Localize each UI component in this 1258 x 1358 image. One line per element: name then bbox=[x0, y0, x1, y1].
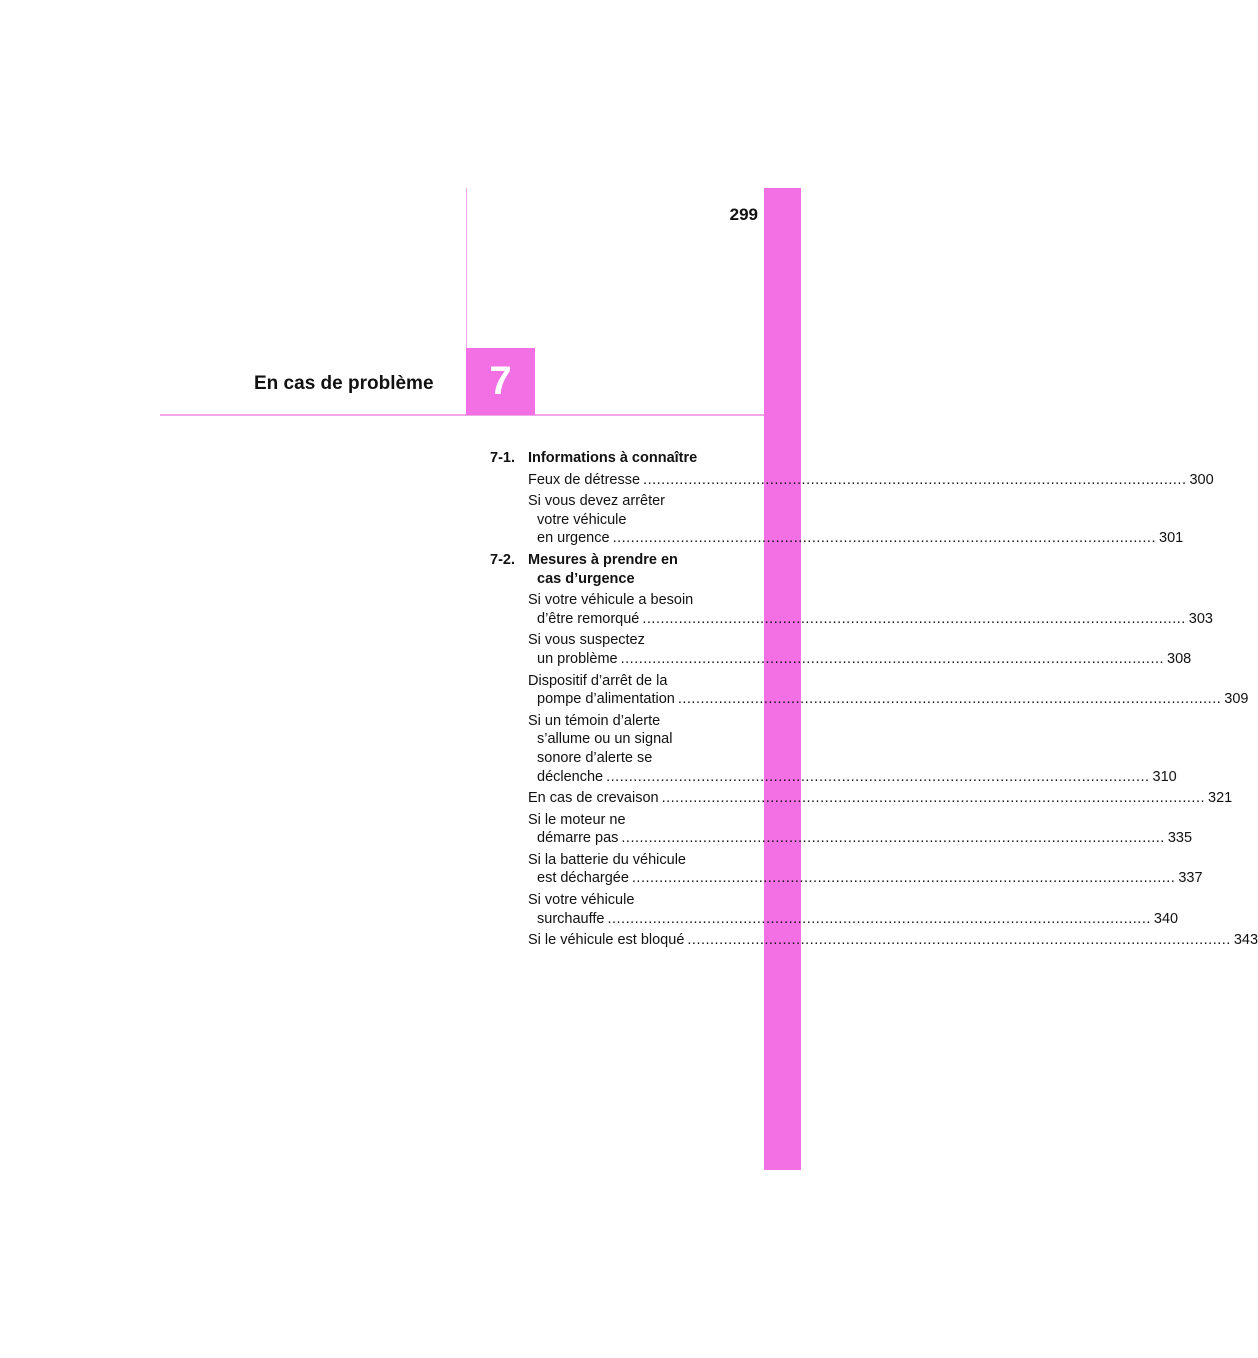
table-of-contents bbox=[490, 449, 1258, 953]
toc-entry-text: un problème bbox=[537, 650, 618, 667]
toc-leader-dots: ........................................................................................................................ bbox=[606, 768, 1150, 785]
toc-leader-dots: ........................................................................................................................ bbox=[631, 870, 1176, 887]
toc-entry-final-line bbox=[528, 869, 1203, 888]
toc-entry[interactable] bbox=[528, 891, 1179, 928]
toc-leader-dots: ........................................................................................................................ bbox=[607, 910, 1151, 927]
toc-entry-text: démarre pas bbox=[537, 830, 619, 847]
toc-page-number: 303 bbox=[1188, 610, 1213, 627]
toc-entry-line: Si un témoin d’alerte bbox=[528, 712, 661, 729]
toc-entry-text: pompe d’alimentation bbox=[537, 691, 675, 708]
toc-page-number: 340 bbox=[1153, 910, 1179, 927]
toc-page-number: 308 bbox=[1167, 650, 1192, 667]
toc-entry-final-line bbox=[528, 650, 1192, 669]
toc-entry-text: surchauffe bbox=[537, 910, 605, 927]
chapter-number-box bbox=[466, 348, 535, 415]
toc-page-number: 309 bbox=[1224, 691, 1249, 708]
chapter-tab-bar bbox=[764, 188, 801, 1170]
toc-entry[interactable] bbox=[528, 931, 1258, 950]
toc-entry[interactable] bbox=[528, 811, 1193, 848]
section-title-line: cas d’urgence bbox=[537, 570, 635, 587]
toc-entry-line: sonore d’alerte se bbox=[537, 749, 653, 766]
chapter-rule bbox=[160, 414, 764, 416]
toc-entry-final-line bbox=[528, 931, 1258, 950]
toc-entry-final-line bbox=[528, 829, 1193, 848]
section-number: 7-2. bbox=[490, 551, 515, 568]
toc-entry-line: Dispositif d’arrêt de la bbox=[528, 672, 668, 689]
chapter-title: En cas de problème bbox=[254, 373, 434, 394]
toc-entry-line: Si vous devez arrêter bbox=[528, 493, 666, 510]
section-title bbox=[528, 449, 740, 468]
section-title bbox=[528, 551, 740, 588]
toc-page-number: 335 bbox=[1167, 830, 1193, 847]
toc-leader-dots: ........................................................................................................................ bbox=[677, 691, 1222, 708]
toc-leader-dots: ........................................................................................................................ bbox=[661, 790, 1206, 807]
toc-entry-line: Si vous suspectez bbox=[528, 632, 645, 649]
toc-leader-dots: ........................................................................................................................ bbox=[620, 650, 1165, 667]
section-number: 7-1. bbox=[490, 450, 515, 466]
toc-page-number: 337 bbox=[1178, 870, 1203, 887]
toc-entry-text: Si le véhicule est bloqué bbox=[528, 932, 685, 949]
toc-entry-final-line bbox=[528, 471, 1214, 490]
toc-entry-line: Si votre véhicule bbox=[528, 892, 635, 909]
toc-page-number: 343 bbox=[1233, 932, 1258, 949]
section-title-line: Informations à connaître bbox=[528, 450, 698, 466]
toc-page-number: 300 bbox=[1189, 471, 1214, 488]
toc-entry-final-line bbox=[528, 910, 1179, 929]
toc-entry-final-line bbox=[528, 690, 1249, 709]
toc-entry-text: est déchargée bbox=[537, 870, 629, 887]
toc-entry[interactable] bbox=[528, 471, 1214, 490]
toc-entry-line: Si le moteur ne bbox=[528, 811, 626, 828]
toc-leader-dots: ........................................................................................................................ bbox=[612, 530, 1156, 547]
toc-entry-final-line bbox=[528, 529, 1184, 548]
toc-entry[interactable] bbox=[528, 789, 1233, 808]
toc-leader-dots: ........................................................................................................................ bbox=[687, 932, 1231, 949]
toc-entry-text: d’être remorqué bbox=[537, 610, 640, 627]
toc-entry[interactable] bbox=[528, 851, 1203, 888]
toc-entry-text: En cas de crevaison bbox=[528, 790, 659, 807]
toc-leader-dots: ........................................................................................................................ bbox=[642, 610, 1186, 627]
toc-entry-final-line bbox=[528, 610, 1213, 629]
toc-entry-final-line bbox=[528, 768, 1177, 787]
toc-entry-final-line bbox=[528, 789, 1233, 808]
toc-section-heading bbox=[490, 449, 740, 468]
toc-entry-line: votre véhicule bbox=[537, 511, 627, 528]
section-title-line: Mesures à prendre en bbox=[528, 551, 678, 568]
toc-leader-dots: ........................................................................................................................ bbox=[643, 471, 1187, 488]
toc-entry-line: Si votre véhicule a besoin bbox=[528, 592, 694, 609]
toc-page-number: 301 bbox=[1159, 530, 1184, 547]
toc-entry[interactable] bbox=[528, 672, 1249, 709]
toc-entry[interactable] bbox=[528, 591, 1213, 628]
toc-entry-text: déclenche bbox=[537, 768, 604, 785]
toc-entry[interactable] bbox=[528, 631, 1192, 668]
toc-entry[interactable] bbox=[528, 712, 1177, 786]
toc-page-number: 321 bbox=[1208, 790, 1233, 807]
vertical-rule bbox=[466, 188, 467, 348]
toc-entry[interactable] bbox=[528, 492, 1184, 548]
chapter-number: 7 bbox=[489, 359, 512, 403]
toc-leader-dots: ........................................................................................................................ bbox=[621, 830, 1165, 847]
toc-section-heading bbox=[490, 551, 740, 588]
toc-entry-text: Feux de détresse bbox=[528, 471, 641, 488]
toc-page-number: 310 bbox=[1152, 768, 1177, 785]
toc-entry-text: en urgence bbox=[537, 530, 610, 547]
toc-entry-line: s’allume ou un signal bbox=[537, 731, 673, 748]
page-number: 299 bbox=[729, 205, 758, 224]
toc-entry-line: Si la batterie du véhicule bbox=[528, 851, 686, 868]
